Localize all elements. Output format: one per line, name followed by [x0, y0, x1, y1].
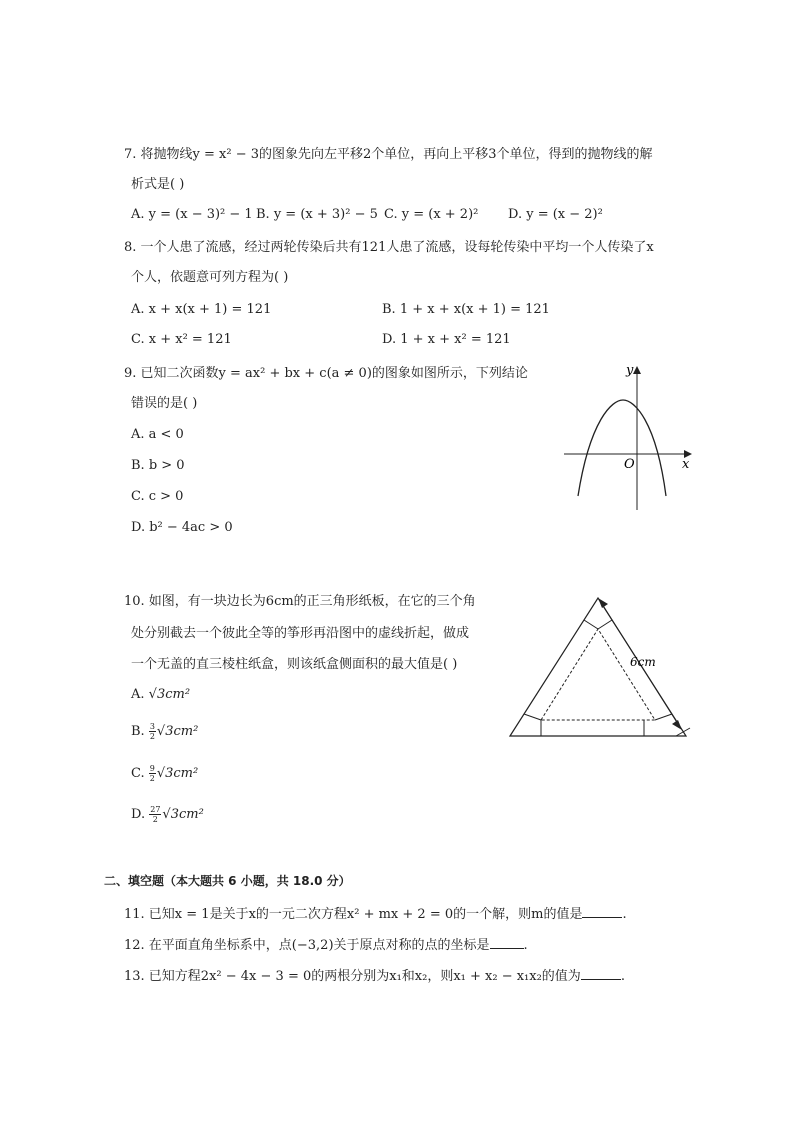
q13-stem	[124, 967, 625, 986]
q10-option-b-denominator: 2	[149, 732, 155, 741]
measure-arrow-bottom	[672, 720, 682, 730]
q10-option-d-prefix: D.	[131, 807, 150, 822]
q7-stem: 7. 将抛物线y = x² − 3的图象先向左平移2个单位，再向上平移3个单位，得到的抛物线的解	[124, 147, 653, 162]
q8-option-a[interactable]: A. x + x(x + 1) = 121	[131, 302, 272, 317]
q9-stem-cont: 错误的是( )	[131, 396, 198, 411]
section-fill-in-title: 二、填空题（本大题共 6 小题，共 18.0 分）	[104, 874, 351, 888]
q7-option-b[interactable]: B. y = (x + 3)² − 5	[256, 207, 378, 222]
cut-line-right	[655, 714, 672, 720]
cut-line-top-right	[598, 620, 612, 629]
q10-option-b-numerator: 3	[149, 722, 155, 731]
q10-option-a[interactable]	[131, 686, 190, 704]
q13-answer-blank[interactable]	[581, 967, 621, 980]
q10-option-d-numerator: 27	[150, 805, 161, 814]
origin-label: O	[624, 457, 635, 472]
q7-stem-cont: 析式是( )	[131, 177, 185, 192]
q11-stem	[124, 905, 627, 924]
q12-answer-blank[interactable]	[490, 936, 524, 949]
q11-end: .	[622, 907, 627, 922]
q10-option-b-body: √3cm²	[156, 724, 199, 739]
q11-text: 11. 已知x = 1是关于x的一元二次方程x² + mx + 2 = 0的一个解，则m的值是	[124, 907, 583, 922]
q8-option-c[interactable]: C. x + x² = 121	[131, 332, 232, 347]
q8-option-d[interactable]: D. 1 + x + x² = 121	[382, 332, 511, 347]
q10-triangle-figure	[500, 590, 700, 750]
q7-option-d[interactable]: D. y = (x − 2)²	[508, 207, 603, 222]
q10-option-b-prefix: B.	[131, 724, 149, 739]
q12-text: 12. 在平面直角坐标系中，点(−3,2)关于原点对称的点的坐标是	[124, 938, 490, 953]
y-axis-label: y	[626, 363, 634, 378]
outer-triangle	[510, 598, 686, 736]
q10-option-c-body: √3cm²	[156, 766, 199, 781]
q10-option-c-numerator: 9	[149, 764, 155, 773]
q9-option-d[interactable]: D. b² − 4ac > 0	[131, 520, 233, 535]
q10-option-d-denominator: 2	[152, 815, 158, 824]
q7-option-a[interactable]: A. y = (x − 3)² − 1	[131, 207, 253, 222]
q10-option-b[interactable]	[131, 722, 198, 741]
q10-stem-cont: 处分别截去一个彼此全等的筝形再沿图中的虚线折起，做成	[131, 626, 470, 641]
q10-stem-cont2: 一个无盖的直三棱柱纸盒，则该纸盒侧面积的最大值是( )	[131, 657, 458, 672]
q10-option-c-denominator: 2	[149, 774, 155, 783]
measure-arrow-top	[598, 598, 608, 608]
q10-option-a-prefix: A.	[131, 687, 149, 702]
dashed-inner-triangle	[541, 629, 655, 720]
y-axis-arrow	[633, 366, 641, 374]
measure-tick	[676, 728, 690, 736]
q10-option-d-fraction	[149, 805, 161, 824]
q13-end: .	[620, 969, 625, 984]
q10-option-c-fraction	[149, 764, 156, 783]
q9-parabola-graph	[560, 360, 700, 515]
cut-line-left	[524, 714, 541, 720]
q9-stem: 9. 已知二次函数y = ax² + bx + c(a ≠ 0)的图象如图所示，下列结论	[124, 366, 528, 381]
cut-line-top-left	[584, 620, 598, 629]
q10-option-c[interactable]	[131, 764, 198, 783]
q8-stem-cont: 个人，依题意可列方程为( )	[131, 270, 289, 285]
q10-option-d[interactable]	[131, 805, 204, 824]
q9-option-b[interactable]: B. b > 0	[131, 458, 185, 473]
q9-option-a[interactable]: A. a < 0	[131, 427, 184, 442]
q10-stem: 10. 如图，有一块边长为6cm的正三角形纸板，在它的三个角	[124, 594, 476, 609]
side-length-label: 6cm	[630, 655, 656, 669]
q10-option-a-body: √3cm²	[148, 687, 191, 702]
q13-text: 13. 已知方程2x² − 4x − 3 = 0的两根分别为x₁和x₂，则x₁ + x₂ − x₁x₂的值为	[124, 969, 581, 984]
parabola-curve	[578, 400, 666, 496]
q12-stem	[124, 936, 528, 955]
q8-stem: 8. 一个人患了流感，经过两轮传染后共有121人患了流感，设每轮传染中平均一个人传染了x	[124, 240, 654, 255]
q11-answer-blank[interactable]	[582, 905, 622, 918]
x-axis-label: x	[682, 457, 690, 472]
q12-end: .	[523, 938, 528, 953]
q8-option-b[interactable]: B. 1 + x + x(x + 1) = 121	[382, 302, 550, 317]
q10-option-b-fraction	[149, 722, 156, 741]
q10-option-c-prefix: C.	[131, 766, 149, 781]
q10-option-d-body: √3cm²	[162, 807, 204, 822]
q9-option-c[interactable]: C. c > 0	[131, 489, 184, 504]
q7-option-c[interactable]: C. y = (x + 2)²	[384, 207, 479, 222]
